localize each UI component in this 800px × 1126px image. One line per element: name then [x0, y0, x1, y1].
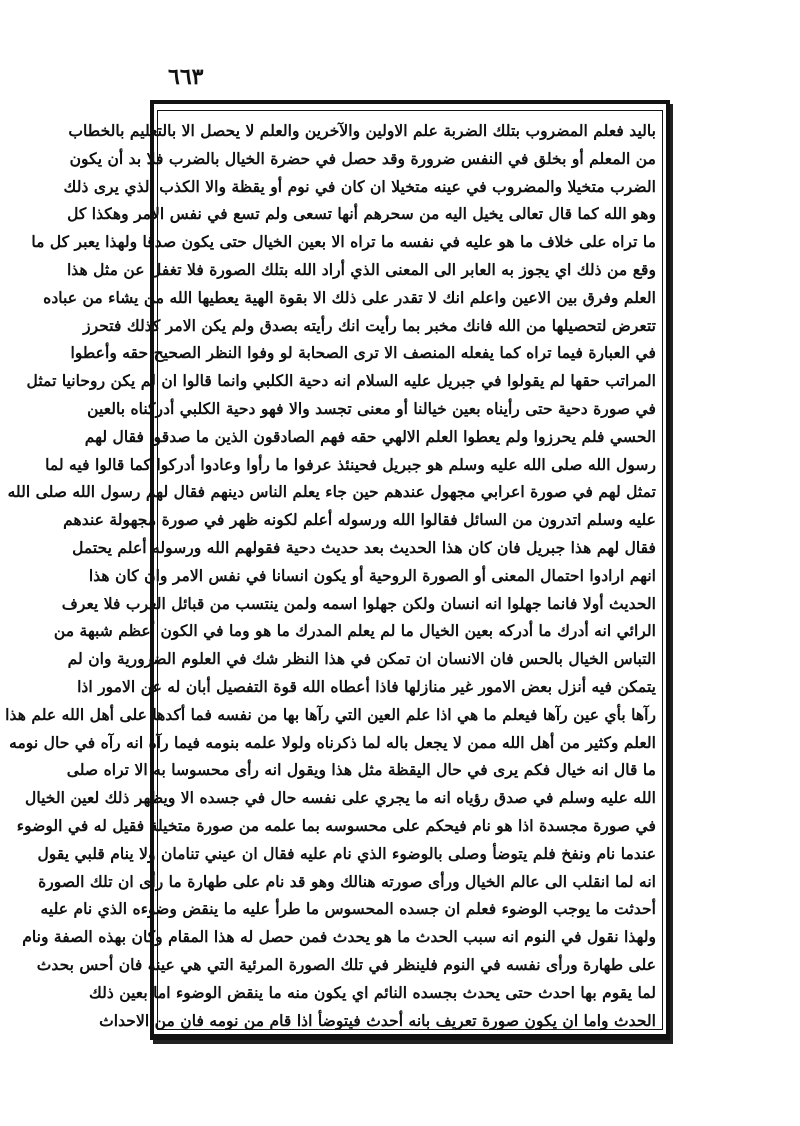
text-line: باليد فعلم المضروب بتلك الضربة علم الاولين والآخرين والعلم لا يحصل الا بالتعليم بالخطاب	[68, 121, 656, 140]
text-line: في صورة مجسدة اذا هو نام فيحكم على محسوسه بما علمه من صورة متخيلة فقيل له في الوضوء	[16, 815, 656, 835]
text-line: الحدث واما ان يكون صورة تعريف بانه أحدث فيتوضأ اذا قام من نومه فان من الاحداث	[99, 1010, 656, 1030]
text-line: المراتب حقها لم يقولوا في جبريل عليه السلام انه دحية الكلبي وانما قالوا ان لم يكن روحانيا تمثل	[26, 371, 656, 391]
text-frame	[5, 100, 670, 1040]
text-line: ما تراه على خلاف ما هو عليه في نفسه ما تراه الا بعين الخيال حتى يكون صدقا ولهذا يعبر كل ما	[31, 232, 656, 252]
text-line: العلم وفرق بين الاعين واعلم انك لا تقدر على ذلك الا بقوة الهية يعطيها الله من يشاء من عباده	[43, 287, 656, 307]
text-line: رسول الله صلى الله عليه وسلم هو جبريل فحينئذ عرفوا ما رأوا وعادوا أدركوا كما قالوا فيه لما	[45, 454, 656, 474]
text-line: من المعلم أو بخلق في النفس ضرورة وقد حصل في حضرة الخيال بالضرب فلا بد أن يكون	[69, 148, 656, 168]
text-line: أحدثت ما يوجب الوضوء فعلم ان جسده المحسوس ما طرأ عليه ما ينقض وضوءه الذي نام عليه	[40, 899, 656, 919]
text-line: الضرب متخيلا والمضروب في عينه متخيلا ان كان في نوم أو يقظة والا الكذب الذي يرى ذلك	[63, 176, 656, 196]
text-line: فقال لهم هذا جبريل فان كان هذا الحديث بعد حديث دحية فقولهم الله ورسوله أعلم يحتمل	[72, 537, 656, 557]
text-line: الحديث أولا فانما جهلوا انه انسان ولكن جهلوا اسمه ولمن ينتسب من قبائل العرب فلا يعرف	[61, 593, 656, 613]
text-line: تمثل لهم في صورة اعرابي مجهول عندهم حين جاء يعلم الناس دينهم فقال لهم رسول الله صلى الله	[7, 482, 656, 502]
text-line: الله عليه وسلم في صدق رؤياه انه ما يجري على نفسه حال في جسده الا ويظهر ذلك لعين الخيال	[25, 788, 656, 808]
text-line: الحسي فلم يحرزوا ولم يعطوا العلم الالهي حقه فهم الصادقون الذين ما صدقوا فقال لهم	[84, 426, 656, 446]
text-line: انه لما انقلب الى عالم الخيال ورأى صورته هنالك وهو قد نام على طهارة ما رأى ان تلك الصورة	[38, 871, 656, 891]
text-line: في صورة دحية حتى رأيناه بعين خيالنا أو معنى تجسد والا فهو دحية الكلبي أدركناه بالعين	[87, 398, 656, 418]
text-line: التباس الخيال بالحس فان الانسان ان تمكن في هذا النظر شك في العلوم الضرورية وان لم	[67, 649, 656, 669]
text-line: يتمكن فيه أنزل بعض الامور غير منازلها فاذا أعطاه الله قوة التفصيل أبان له عن الامور اذا	[77, 676, 656, 696]
text-line: ولهذا نقول في النوم انه سبب الحدث ما هو يحدث فمن حصل له هذا المقام وكان بهذه الصفة ونام	[22, 927, 656, 947]
text-line: في العبارة فيما تراه كما يفعله المنصف الا ترى الصحابة لو وفوا النظر الصحيح حقه وأعطوا	[70, 343, 656, 363]
text-line: عندما نام ونفخ فلم يتوضأ وصلى بالوضوء الذي نام عليه فقال ان عيني تنامان ولا ينام قلبي يقول	[37, 843, 656, 863]
body-text	[5, 117, 656, 1034]
text-line: وقع من ذلك اي يجوز به العابر الى المعنى الذي أراد الله بتلك الصورة فلا تغفل عن مثل هذا	[66, 259, 656, 279]
page-number: ٦٦٣	[168, 64, 204, 90]
text-line: وهو الله كما قال تعالى يخيل اليه من سحرهم أنها تسعى ولم تسع في نفس الامر وهكذا كل	[67, 204, 656, 224]
text-line: عليه وسلم اتدرون من السائل فقالوا الله ورسوله أعلم لكونه ظهر في صورة مجهولة عندهم	[63, 510, 656, 530]
text-line: تتعرض لتحصيلها من الله فانك مخبر بما رأيت انك رأيته بصدق ولم يكن الامر كذلك فتحرز	[83, 315, 656, 335]
inner-border	[5, 110, 663, 1030]
text-line: لما يقوم بها احدث حتى يحدث بجسده النائم اي يكون منه ما ينقض الوضوء اما بعين ذلك	[88, 982, 656, 1002]
text-line: الرائي انه أدرك ما أدركه بعين الخيال ما لم يعلم المدرك ما هو وما في الكون أعظم شبهة من	[53, 621, 656, 641]
text-line: رآها بأي عين رآها فيعلم ما هي اذا علم العين التي رآها بها من نفسه فما أكدها على أهل الله علم هذا	[5, 704, 656, 724]
text-line: ما قال انه خيال فكم يرى في حال اليقظة مثل هذا ويقول انه رأى محسوسا به الا تراه صلى	[66, 760, 656, 780]
text-line: انهم ارادوا احتمال المعنى أو الصورة الروحية أو يكون انسانا في نفس الامر وان كان هذا	[88, 565, 656, 585]
text-line: على طهارة ورأى نفسه في النوم فلينظر في تلك الصورة المرئية التي هي عينه فان أحس بحدث	[36, 954, 656, 974]
text-line: العلم وكثير من أهل الله ممن لا يجعل باله لما ذكرناه ولولا علمه بنومه فيما رآه انه رآه في حال نومه	[9, 732, 656, 752]
